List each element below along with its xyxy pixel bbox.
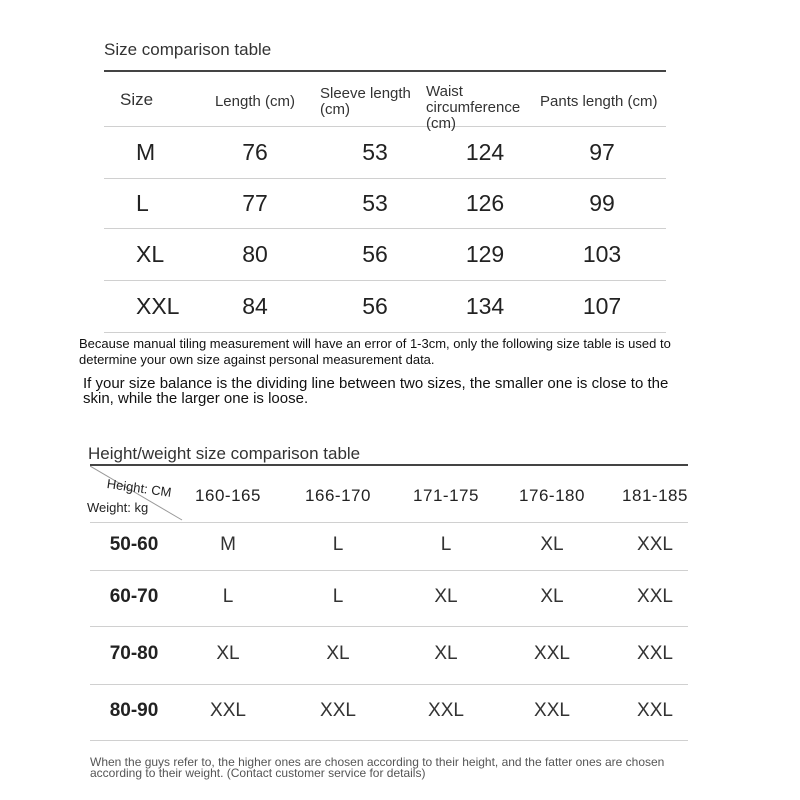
- recommended-size: XL: [216, 643, 240, 664]
- size-measurement: 103: [582, 241, 622, 267]
- weight-range: 80-90: [109, 700, 159, 721]
- recommended-size: XXL: [428, 700, 464, 721]
- recommended-size: XXL: [637, 643, 673, 664]
- hw-table-row: [90, 626, 688, 685]
- size-label: M: [136, 139, 156, 165]
- size-measurement: 56: [362, 293, 388, 319]
- size-table-row: [104, 178, 666, 229]
- recommended-size: XXL: [534, 643, 570, 664]
- size-table-header-cell: Size: [120, 90, 154, 109]
- size-measurement: 53: [362, 139, 388, 165]
- hw-table-row: [90, 570, 688, 627]
- size-table-header-cell: Waist circumference (cm): [426, 83, 521, 132]
- size-table-header-cell: Sleeve length (cm): [320, 85, 411, 118]
- hw-table-row: [90, 684, 688, 741]
- recommended-size: L: [440, 534, 452, 555]
- size-balance-note: If your size balance is the dividing line between two sizes, the smaller one is close to the skin, while the larger one is loose.: [83, 375, 669, 407]
- recommended-size: XXL: [534, 700, 570, 721]
- recommended-size: XXL: [637, 700, 673, 721]
- recommended-size: M: [220, 534, 236, 555]
- size-measurement: 53: [362, 190, 388, 216]
- recommended-size: L: [222, 586, 234, 607]
- height-range: 176-180: [519, 486, 585, 505]
- recommended-size: XL: [434, 586, 458, 607]
- recommended-size: XL: [540, 534, 564, 555]
- height-axis-label: Height: CM: [105, 476, 173, 500]
- weight-axis-label: Weight: kg: [87, 500, 149, 515]
- size-measurement: 77: [242, 190, 268, 216]
- size-table-header-row: [104, 72, 666, 132]
- hw-table-row: [90, 522, 688, 571]
- size-measurement: 76: [242, 139, 268, 165]
- hw-table-title: Height/weight size comparison table: [88, 444, 361, 463]
- size-measurement: 97: [589, 139, 615, 165]
- size-measurement: 126: [465, 190, 505, 216]
- size-measurement: 80: [242, 241, 268, 267]
- recommended-size: XXL: [320, 700, 356, 721]
- recommended-size: L: [332, 534, 344, 555]
- recommended-size: XL: [434, 643, 458, 664]
- recommended-size: XXL: [637, 586, 673, 607]
- size-table-row: [104, 280, 666, 333]
- recommended-size: XXL: [210, 700, 246, 721]
- height-range: 160-165: [195, 486, 261, 505]
- size-label: L: [136, 190, 149, 216]
- weight-range: 60-70: [109, 586, 159, 607]
- size-table-header-cell: Length (cm): [214, 93, 296, 110]
- recommended-size: XL: [326, 643, 350, 664]
- measurement-note: Because manual tiling measurement will have an error of 1-3cm, only the following size table is used to determine your own size against personal measurement data.: [79, 336, 671, 367]
- height-range: 166-170: [305, 486, 371, 505]
- recommended-size: L: [332, 586, 344, 607]
- size-measurement: 84: [242, 293, 268, 319]
- size-label: XXL: [136, 293, 180, 319]
- height-range: 171-175: [413, 486, 479, 505]
- size-table-row: [104, 126, 666, 179]
- size-measurement: 107: [582, 293, 622, 319]
- size-measurement: 124: [465, 139, 505, 165]
- size-table-title: Size comparison table: [104, 40, 272, 59]
- footer-note: When the guys refer to, the higher ones are chosen according to their height, and the fatter ones are chosen according to their weight. (Contact customer service for details): [90, 755, 665, 780]
- recommended-size: XL: [540, 586, 564, 607]
- height-range: 181-185: [622, 486, 688, 505]
- size-measurement: 99: [589, 190, 615, 216]
- size-measurement: 56: [362, 241, 388, 267]
- weight-range: 50-60: [109, 534, 159, 555]
- size-table-row: [104, 228, 666, 281]
- size-measurement: 134: [465, 293, 505, 319]
- size-label: XL: [136, 241, 165, 267]
- size-measurement: 129: [465, 241, 505, 267]
- recommended-size: XXL: [637, 534, 673, 555]
- hw-table-header-row: [90, 466, 688, 523]
- size-table-header-cell: Pants length (cm): [540, 93, 658, 110]
- weight-range: 70-80: [109, 643, 159, 664]
